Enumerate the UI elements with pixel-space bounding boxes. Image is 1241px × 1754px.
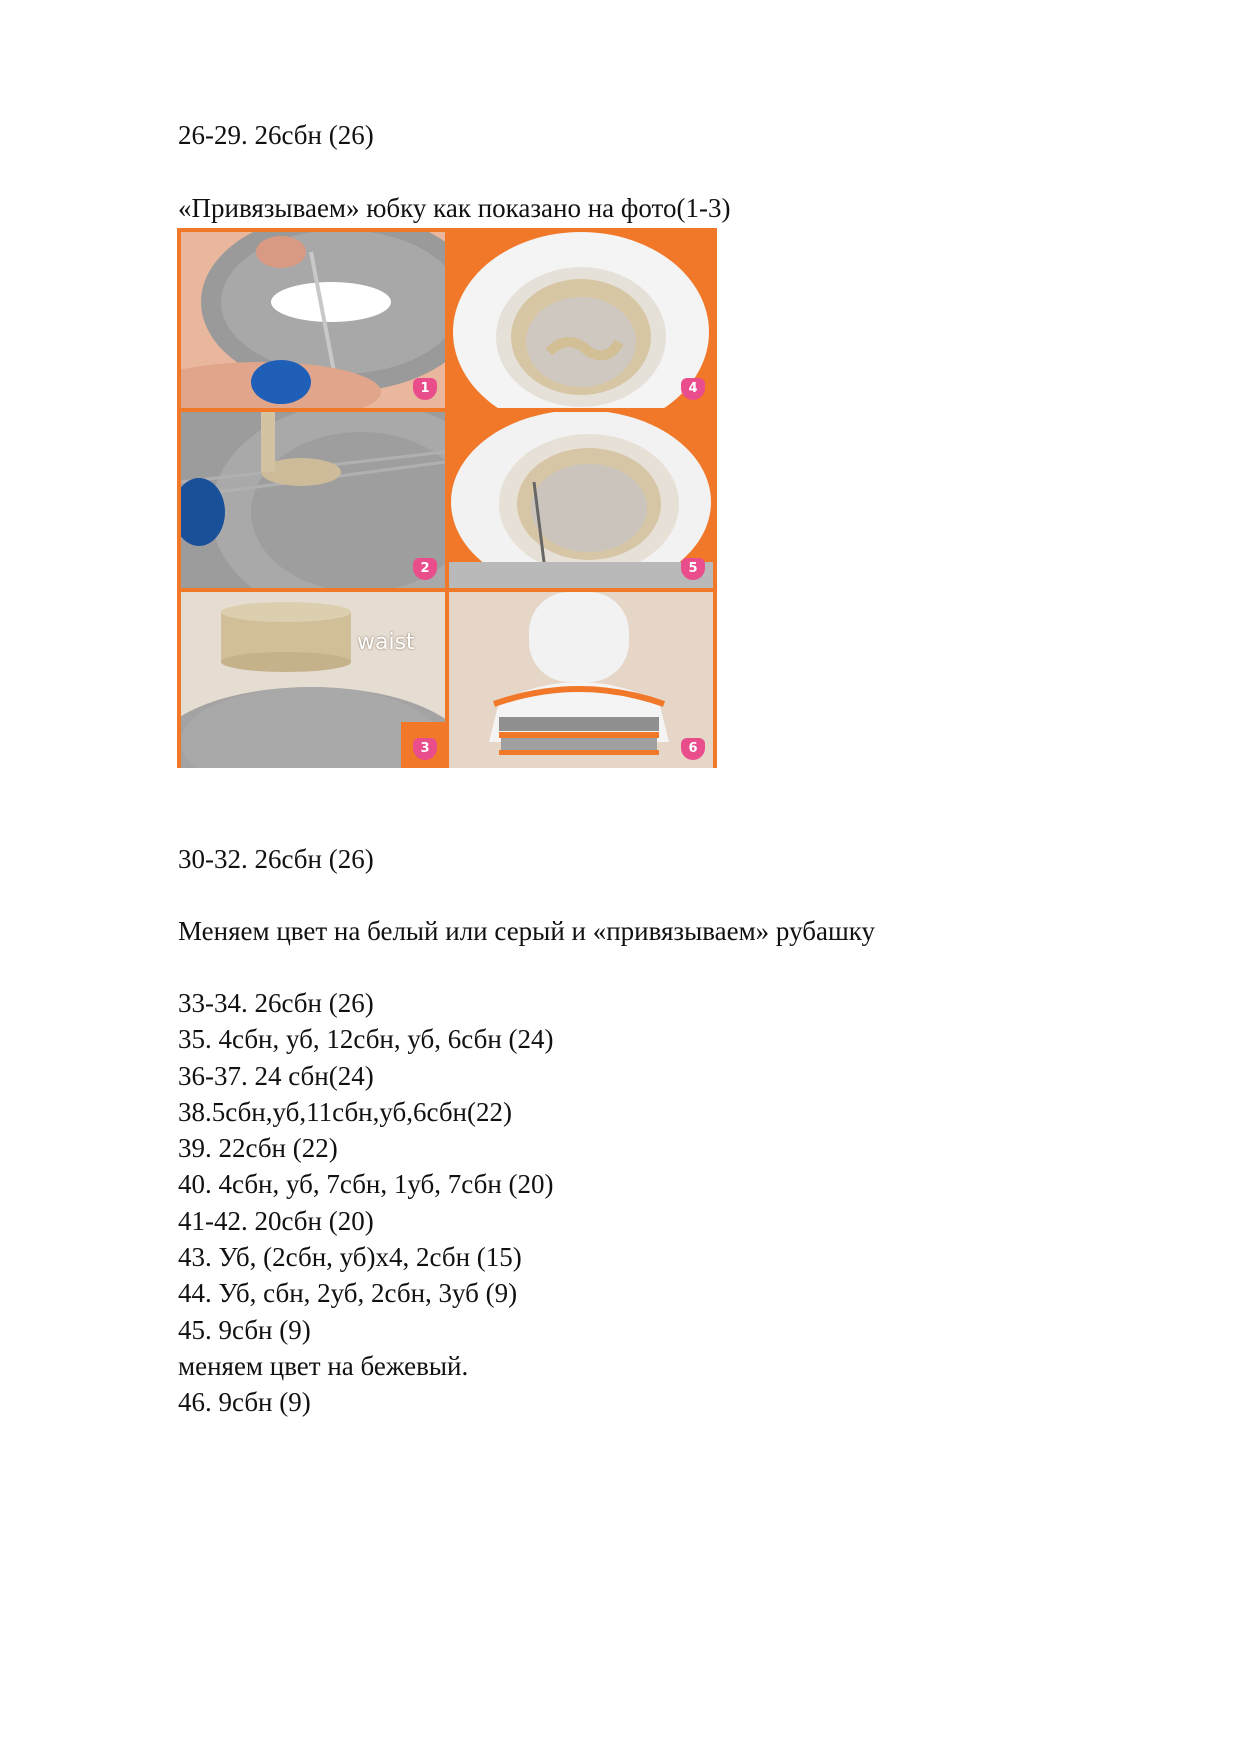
pattern-row: 44. Уб, сбн, 2уб, 2сбн, 3уб (9) [178, 1278, 518, 1309]
pattern-row: 39. 22сбн (22) [178, 1133, 338, 1164]
photo-step-6 [449, 592, 713, 768]
pattern-row: 35. 4сбн, уб, 12сбн, уб, 6сбн (24) [178, 1024, 554, 1055]
pattern-row: 45. 9сбн (9) [178, 1314, 311, 1345]
photo-caption: «Привязываем» юбку как показано на фото(1-3) [178, 193, 731, 223]
step-badge-5: 5 [681, 558, 705, 580]
pattern-rows-list [178, 985, 554, 1421]
photo-step-5 [449, 412, 713, 588]
pattern-row: 41-42. 20сбн (20) [178, 1205, 374, 1236]
photo-step-1 [181, 232, 445, 408]
pattern-row: 43. Уб, (2сбн, уб)х4, 2сбн (15) [178, 1242, 522, 1273]
photo-step-3 [181, 592, 445, 768]
pattern-row-26-29: 26-29. 26сбн (26) [178, 120, 374, 150]
color-change-beige-note: меняем цвет на бежевый. [178, 1350, 469, 1381]
pattern-row: 36-37. 24 сбн(24) [178, 1060, 374, 1091]
pattern-row: 46. 9сбн (9) [178, 1387, 311, 1418]
step-badge-2: 2 [413, 558, 437, 580]
step-badge-1: 1 [413, 378, 437, 400]
waist-label: waist [357, 630, 415, 655]
step-badge-3: 3 [413, 738, 437, 760]
step-badge-4: 4 [681, 378, 705, 400]
photo-step-4 [449, 232, 713, 408]
pattern-row: 40. 4сбн, уб, 7сбн, 1уб, 7сбн (20) [178, 1169, 554, 1200]
photo-step-2 [181, 412, 445, 588]
pattern-row-30-32: 30-32. 26сбн (26) [178, 844, 374, 874]
pattern-row: 33-34. 26сбн (26) [178, 988, 374, 1018]
step-badge-6: 6 [681, 738, 705, 760]
color-change-shirt-note: Меняем цвет на белый или серый и «привязываем» рубашку [178, 916, 875, 946]
pattern-row: 38.5сбн,уб,11сбн,уб,6сбн(22) [178, 1096, 512, 1127]
photo-collage [177, 228, 717, 768]
